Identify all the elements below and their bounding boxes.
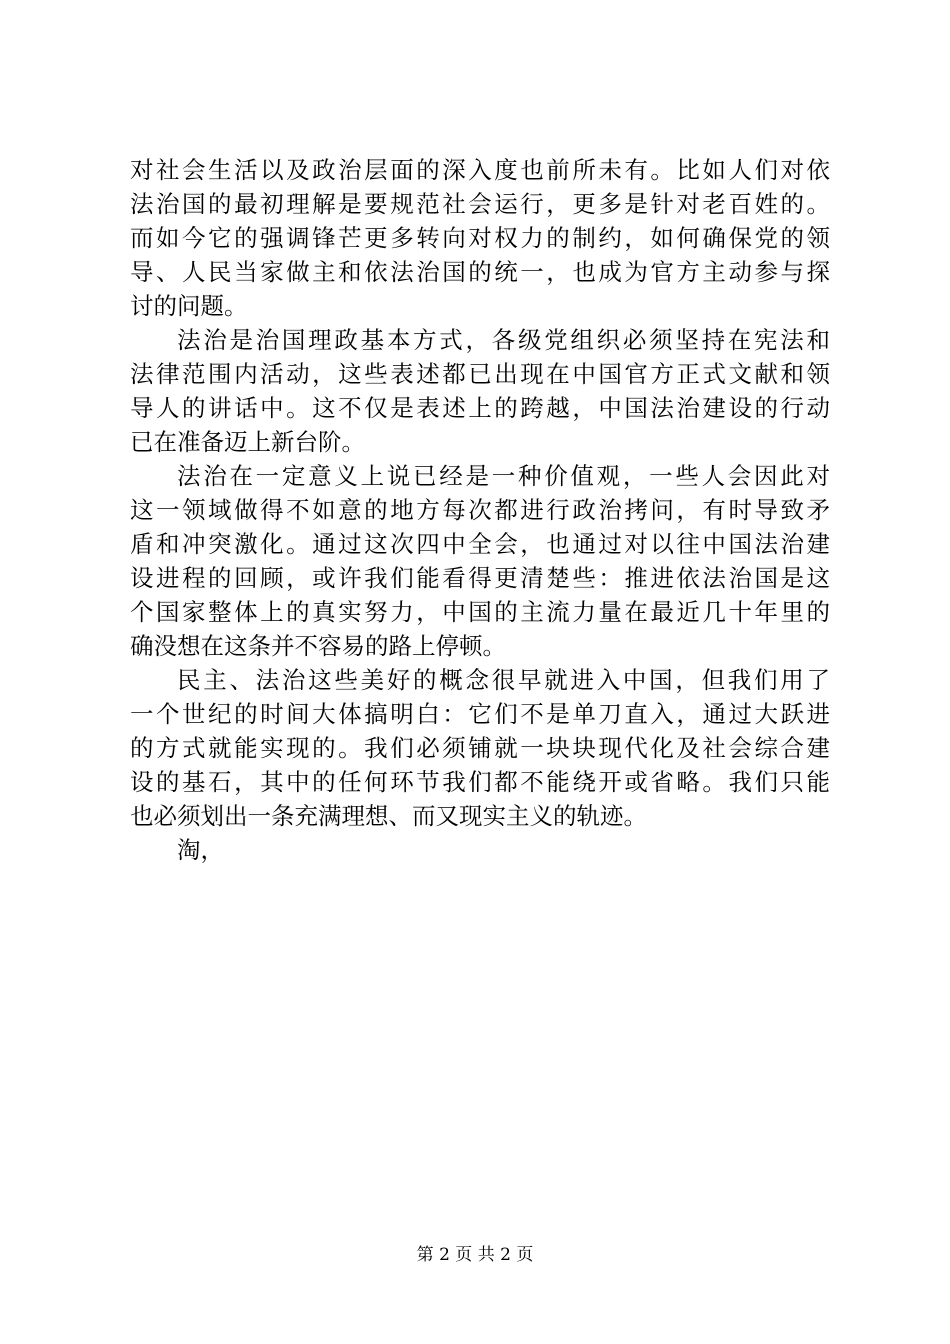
paragraph-4	[130, 663, 830, 833]
text-line: 个国家整体上的真实努力，中国的主流力量在最近几十年里的	[130, 598, 830, 626]
paragraph-1	[130, 153, 830, 323]
text-line: 民主、法治这些美好的概念很早就进入中国，但我们用了	[177, 666, 830, 694]
text-line: 导人的讲话中。这不仅是表述上的跨越，中国法治建设的行动	[130, 394, 830, 422]
document-body	[130, 153, 830, 867]
text-line: 讨的问题。	[130, 292, 248, 320]
text-line: 法律范围内活动，这些表述都已出现在中国官方正式文献和领	[130, 360, 830, 388]
text-line: 法治在一定意义上说已经是一种价值观，一些人会因此对	[177, 462, 830, 490]
page-number-footer: 第 2 页 共 2 页	[416, 1245, 534, 1265]
paragraph-5	[130, 833, 830, 867]
text-line: 盾和冲突激化。通过这次四中全会，也通过对以往中国法治建	[130, 530, 830, 558]
text-line: 淘，	[177, 836, 224, 864]
text-line: 这一领域做得不如意的地方每次都进行政治拷问，有时导致矛	[130, 496, 830, 524]
text-line: 对社会生活以及政治层面的深入度也前所未有。比如人们对依	[130, 156, 830, 184]
text-line: 导、人民当家做主和依法治国的统一，也成为官方主动参与探	[130, 258, 830, 286]
text-line: 而如今它的强调锋芒更多转向对权力的制约，如何确保党的领	[130, 224, 830, 252]
text-line: 法治是治国理政基本方式，各级党组织必须坚持在宪法和	[177, 326, 830, 354]
paragraph-2	[130, 323, 830, 459]
text-line: 也必须划出一条充满理想、而又现实主义的轨迹。	[130, 802, 647, 830]
text-line: 设的基石，其中的任何环节我们都不能绕开或省略。我们只能	[130, 768, 830, 796]
text-line: 确没想在这条并不容易的路上停顿。	[130, 632, 506, 660]
text-line: 设进程的回顾，或许我们能看得更清楚些：推进依法治国是这	[130, 564, 830, 592]
text-line: 的方式就能实现的。我们必须铺就一块块现代化及社会综合建	[130, 734, 830, 762]
text-line: 法治国的最初理解是要规范社会运行，更多是针对老百姓的。	[130, 190, 830, 218]
text-line: 一个世纪的时间大体搞明白：它们不是单刀直入，通过大跃进	[130, 700, 830, 728]
text-line: 已在准备迈上新台阶。	[130, 428, 365, 456]
paragraph-3	[130, 459, 830, 663]
